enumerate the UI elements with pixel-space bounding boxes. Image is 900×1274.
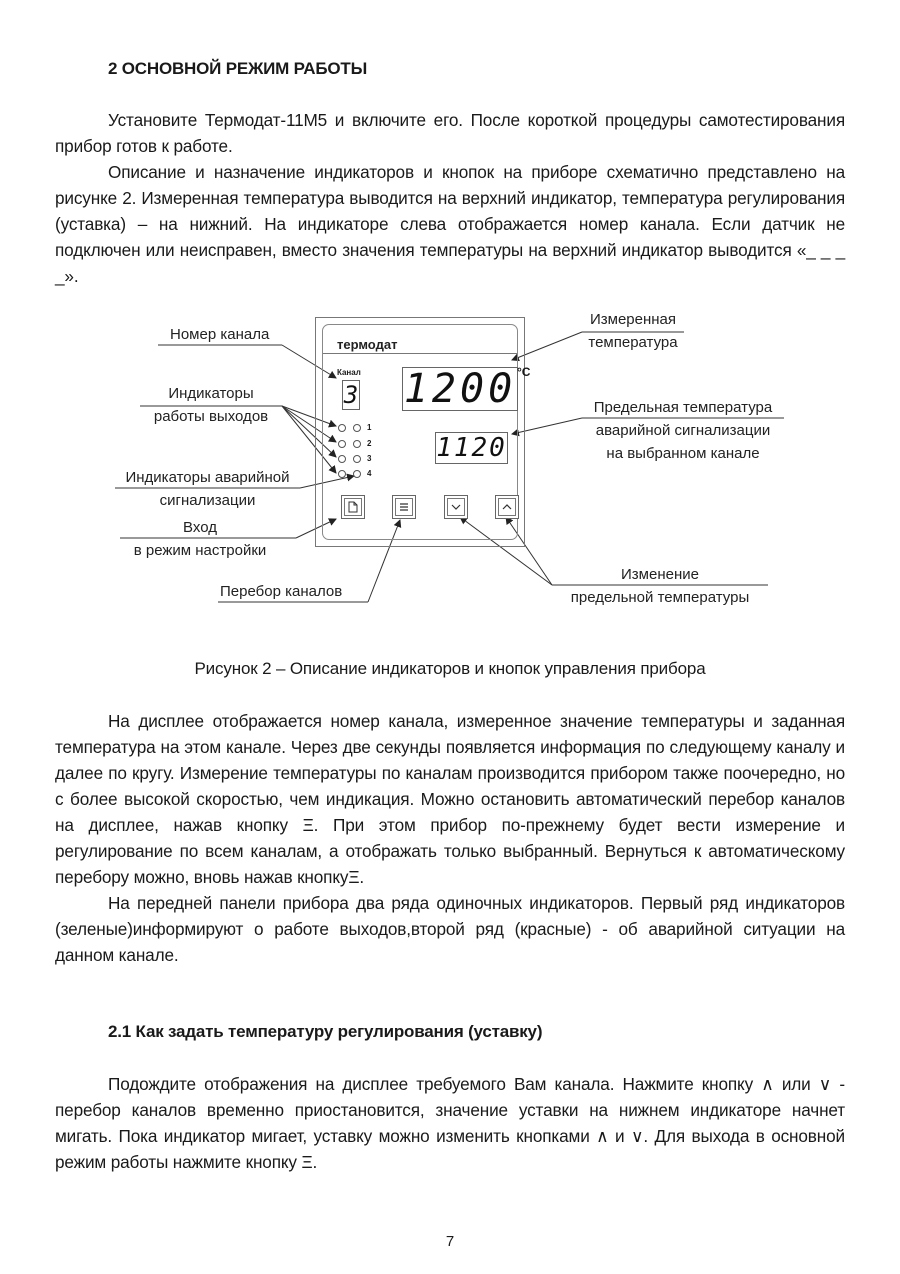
label-change-limit: Изменение [621, 566, 699, 583]
output-led-2 [338, 440, 346, 448]
device-brand: термодат [337, 337, 398, 352]
decrease-button[interactable] [444, 495, 468, 519]
intro-text [55, 107, 845, 289]
label-channel-number: Номер канала [170, 326, 270, 343]
paragraph: На дисплее отображается номер канала, измеренное значение температуры и заданная температура на этом канале. Через две секунды появляется информация по следующему каналу и далее по кругу. Измерение температуры по каналам производится прибором также поочередно, но с более высокой скоростью, чем индикация. Можно остановить автоматический перебор каналов на дисплее, нажав кнопку Ξ. При этом прибор по-прежнему будет вести измерение и регулирование по всем каналам, а отображать только выбранный. Вернуться к автоматическому перебору можно, вновь нажав кнопкуΞ. [55, 711, 845, 887]
label-limit-temp-line3: на выбранном канале [606, 445, 760, 462]
led-number: 3 [367, 454, 372, 463]
unit-label: °C [517, 365, 531, 379]
label-alarm-indicators: Индикаторы аварийной [125, 469, 290, 486]
label-measured-temp-line2: температура [588, 334, 678, 351]
brand-divider [323, 353, 517, 354]
subsection-heading: 2.1 Как задать температуру регулирования (уставку) [108, 1022, 543, 1041]
paragraph: Описание и назначение индикаторов и кнопок на приборе схематично представлено на рисунке 2. Измеренная температура выводится на верхний индикатор, температура регулирования (уставка) – на нижний. На индикаторе слева отображается номер канала. Если датчик не подключен или неисправен, вместо значения температуры на верхний индикатор выводится «_ _ _ _». [55, 162, 845, 286]
paragraph: На передней панели прибора два ряда одиночных индикаторов. Первый ряд индикаторов (зеленые)информируют о работе выходов,второй ряд (красные) - об аварийной ситуации на данном канале. [55, 893, 845, 965]
led-number: 1 [367, 423, 372, 432]
label-output-indicators-line2: работы выходов [153, 408, 269, 425]
alarm-led-1 [353, 424, 361, 432]
paragraph: Установите Термодат-11М5 и включите его. После короткой процедуры самотестирования прибор готов к работе. [55, 110, 845, 156]
chevron-up-icon [498, 498, 516, 516]
device-panel [322, 324, 531, 540]
channel-display: 3 [343, 381, 359, 409]
label-setup-entry: Вход [183, 519, 217, 536]
alarm-led-4 [353, 470, 361, 478]
label-measured-temp: Измеренная [589, 311, 677, 328]
body-text [55, 708, 845, 968]
alarm-led-2 [353, 440, 361, 448]
measured-temp-display: 1200 [403, 366, 517, 412]
label-output-indicators: Индикаторы [168, 385, 254, 402]
page-number: 7 [445, 1233, 455, 1250]
output-led-3 [338, 455, 346, 463]
page-icon [344, 498, 362, 516]
setpoint-display: 1120 [436, 433, 507, 463]
output-led-1 [338, 424, 346, 432]
label-setup-entry-line2: в режим настройки [133, 542, 267, 559]
section-heading: 2 ОСНОВНОЙ РЕЖИМ РАБОТЫ [108, 59, 368, 78]
menu-lines-icon [395, 498, 413, 516]
label-limit-temp: Предельная температура [593, 399, 773, 416]
led-number: 2 [367, 439, 372, 448]
led-number: 4 [367, 469, 372, 478]
channel-cycle-button[interactable] [392, 495, 416, 519]
figure-caption: Рисунок 2 – Описание индикаторов и кнопок управления прибора [194, 659, 706, 678]
label-alarm-indicators-line2: сигнализации [159, 492, 256, 509]
thermodat-device [315, 317, 531, 547]
subsection-text [55, 1071, 845, 1175]
channel-label: Канал [337, 368, 361, 377]
alarm-led-3 [353, 455, 361, 463]
increase-button[interactable] [495, 495, 519, 519]
paragraph: Подождите отображения на дисплее требуемого Вам канала. Нажмите кнопку ∧ или ∨ - перебор каналов временно приостановится, значение уставки на нижнем индикаторе начнет мигать. Пока индикатор мигает, уставку можно изменить кнопками ∧ и ∨. Для выхода в основной режим работы нажмите кнопку Ξ. [55, 1074, 845, 1172]
label-change-limit-line2: предельной температуры [570, 589, 750, 606]
label-limit-temp-line2: аварийной сигнализации [595, 422, 771, 439]
chevron-down-icon [447, 498, 465, 516]
output-led-4 [338, 470, 346, 478]
setup-button[interactable] [341, 495, 365, 519]
label-channel-cycle: Перебор каналов [220, 583, 343, 600]
